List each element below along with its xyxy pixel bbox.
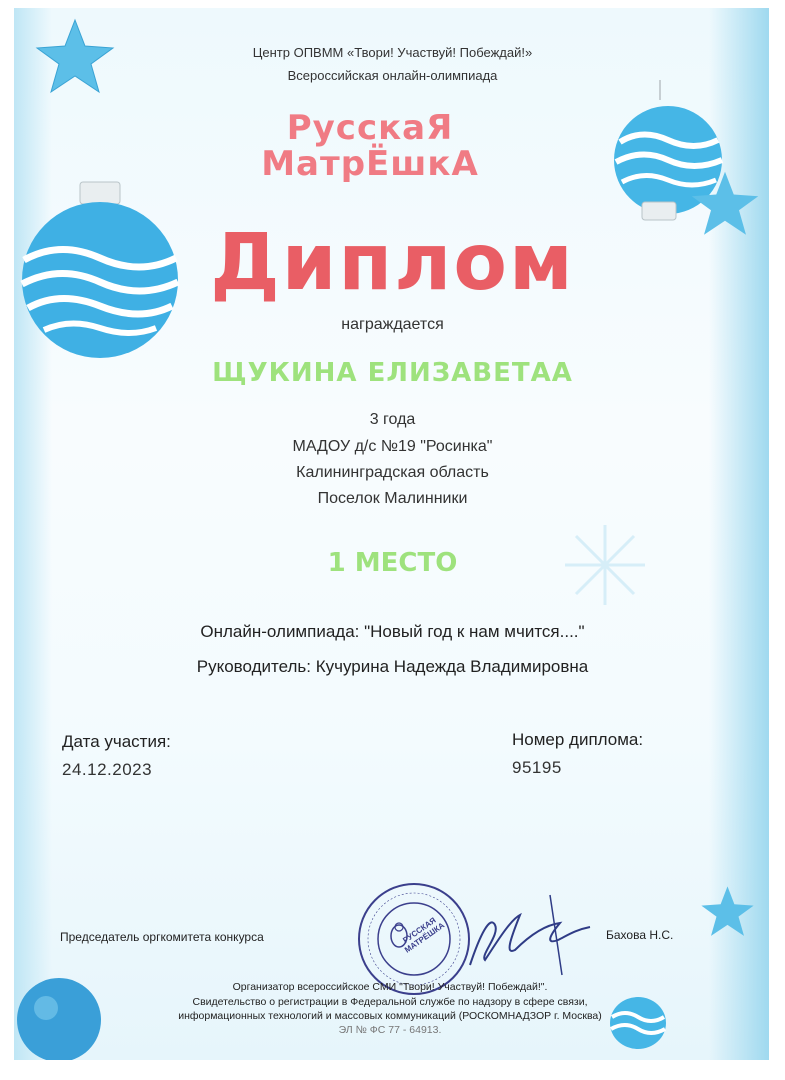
olympiad-type: Всероссийская онлайн-олимпиада xyxy=(287,68,498,83)
place-award: 1 МЕСТО xyxy=(327,548,458,578)
signature-icon xyxy=(450,885,600,985)
participation-date-label: Дата участия: xyxy=(62,732,171,751)
logo xyxy=(250,110,490,182)
participation-date-value: 24.12.2023 xyxy=(62,760,153,779)
olympiad-name: Онлайн-олимпиада: "Новый год к нам мчится...." xyxy=(200,622,585,641)
recipient-age: 3 года xyxy=(369,411,416,428)
recipient-name: ЩУКИНА ЕЛИЗАВЕТАА xyxy=(212,358,573,388)
footer-line-1: Организатор всероссийское СМИ "Твори! Участвуй! Побеждай!". xyxy=(232,981,548,993)
logo-line-2: МатрЁшкА xyxy=(261,144,479,184)
christmas-ball-bottom-left-icon xyxy=(14,970,104,1060)
recipient-region: Калининградская область xyxy=(296,464,489,481)
signer-name: Бахова Н.С. xyxy=(606,928,674,942)
diploma-number-value: 95195 xyxy=(512,758,562,777)
awarded-text: награждается xyxy=(341,316,444,333)
footer-line-4: ЭЛ № ФС 77 - 64913. xyxy=(338,1024,442,1036)
left-frame xyxy=(14,8,52,1060)
stamp-text: РУССКАЯ МАТРЁШКА xyxy=(401,915,447,955)
recipient-institution: МАДОУ д/с №19 "Росинка" xyxy=(292,438,493,455)
logo-line-1: РусскаЯ xyxy=(286,108,454,148)
leader-name: Руководитель: Кучурина Надежда Владимировна xyxy=(196,657,589,676)
footer-line-2: Свидетельство о регистрации в Федеральной службе по надзору в сфере связи, xyxy=(192,996,588,1008)
organization-name: Центр ОПВММ «Твори! Участвуй! Побеждай!» xyxy=(252,45,533,60)
chair-label: Председатель оргкомитета конкурса xyxy=(60,930,264,944)
diploma-title: Диплом xyxy=(210,218,575,308)
footer-line-3: информационных технологий и массовых коммуникаций (РОСКОМНАДЗОР г. Москва) xyxy=(178,1010,602,1022)
recipient-locality: Поселок Малинники xyxy=(317,490,468,507)
star-bottom-right-icon xyxy=(700,885,755,940)
diploma-number-label: Номер диплома: xyxy=(512,730,644,749)
